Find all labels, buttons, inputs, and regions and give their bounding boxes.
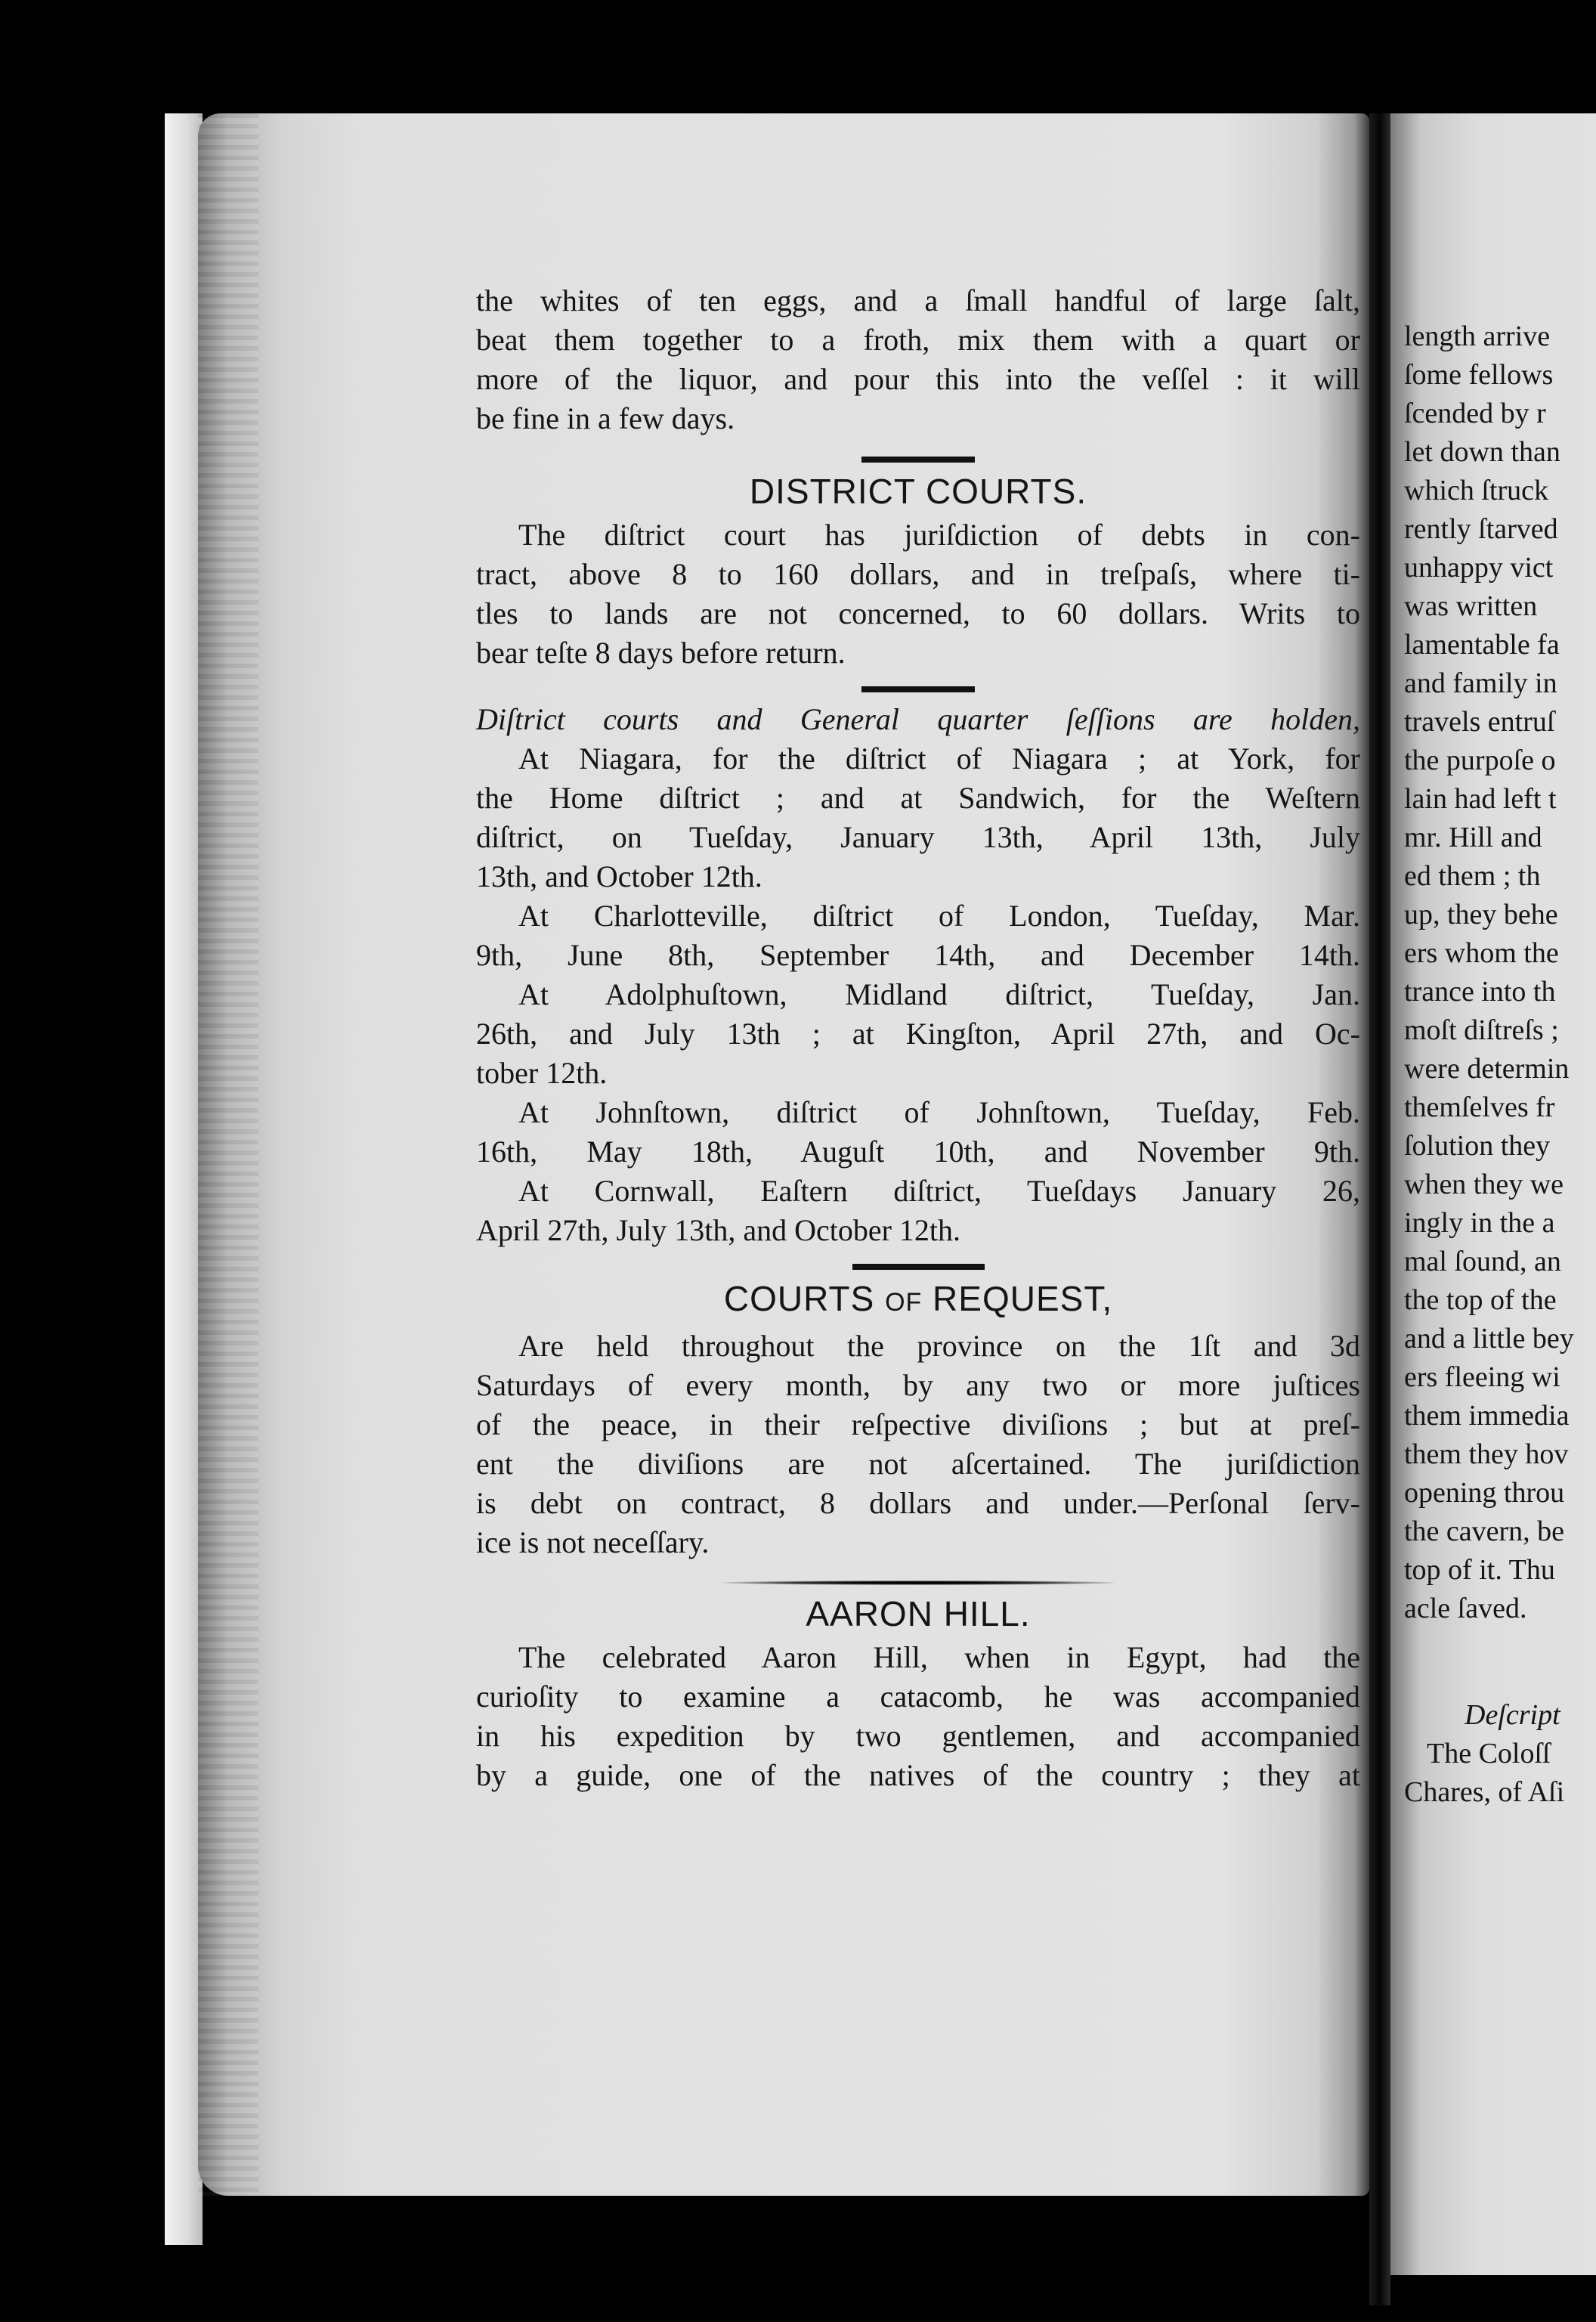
sessions-line: At Johnſtown, diſtrict of Johnſtown, Tueſday, Feb. [518, 1095, 1360, 1129]
right-line: ſolution they [1404, 1130, 1551, 1162]
right-line: themſelves fr [1404, 1091, 1555, 1123]
spacer [1404, 1628, 1596, 1696]
aaron-hill-line: The celebrated Aaron Hill, when in Egypt, had the [518, 1640, 1360, 1674]
book-gutter [1369, 113, 1390, 2305]
sessions-line: 26th, and July 13th ; at Kingſton, April 27th, and Oc- [476, 1017, 1360, 1051]
ornamental-divider [722, 1581, 1115, 1585]
left-page-text [476, 281, 1360, 1795]
right-line: acle ſaved. [1404, 1593, 1527, 1624]
courts-request-line: is debt on contract, 8 dollars and under.—Perſonal ſerv- [476, 1486, 1360, 1520]
right-line: and family in [1404, 667, 1557, 699]
page-edge-strip [165, 113, 203, 2245]
sessions-line: 9th, June 8th, September 14th, and December 14th. [476, 938, 1360, 972]
district-courts-line: tract, above 8 to 160 dollars, and in treſpaſs, where ti- [476, 557, 1360, 591]
intro-line: the whites of ten eggs, and a ſmall handful of large ſalt, [476, 283, 1360, 317]
right-line: lain had left t [1404, 783, 1557, 815]
heading-part: REQUEST, [922, 1279, 1113, 1318]
intro-line: more of the liquor, and pour this into the veſſel : it will [476, 362, 1360, 396]
right-line: was written [1404, 590, 1538, 622]
section-divider [861, 457, 975, 463]
scan-background [0, 0, 1596, 113]
aaron-hill-line: curioſity to examine a catacomb, he was accompanied [476, 1680, 1360, 1714]
right-line: the top of the [1404, 1284, 1557, 1316]
right-line: them immedia [1404, 1400, 1570, 1432]
aaron-hill-line: in his expedition by two gentlemen, and accompanied [476, 1719, 1360, 1753]
right-line: mal ſound, an [1404, 1246, 1561, 1277]
right-line: which ſtruck [1404, 475, 1549, 506]
sessions-line: diſtrict, on Tueſday, January 13th, April 13th, July [476, 820, 1360, 854]
right-line: ers fleeing wi [1404, 1361, 1560, 1393]
right-line: and a little bey [1404, 1323, 1574, 1354]
right-line: top of it. Thu [1404, 1554, 1555, 1586]
section-divider [861, 686, 975, 692]
intro-line: be fine in a few days. [476, 401, 735, 435]
right-line: moſt diſtreſs ; [1404, 1014, 1559, 1046]
right-line: ſcended by r [1404, 398, 1546, 429]
quarter-sessions-subheading: Diſtrict courts and General quarter ſeſſions are holden, [476, 702, 1360, 736]
heading-part: OF [885, 1288, 923, 1317]
right-line: lamentable fa [1404, 629, 1560, 661]
intro-line: beat them together to a froth, mix them with a quart or [476, 323, 1360, 357]
right-line: Chares, of Aſi [1404, 1776, 1565, 1808]
sessions-line: At Adolphuſtown, Midland diſtrict, Tueſday, Jan. [518, 977, 1360, 1011]
right-line: up, they behe [1404, 899, 1558, 930]
right-line: them they hov [1404, 1438, 1569, 1470]
sessions-line: At Cornwall, Eaſtern diſtrict, Tueſdays January 26, [518, 1174, 1360, 1208]
description-heading: Deſcript [1465, 1699, 1560, 1731]
right-line: ſome fellows [1404, 359, 1554, 391]
courts-request-line: Are held throughout the province on the 1ſt and 3d [518, 1329, 1360, 1363]
right-line: let down than [1404, 436, 1560, 468]
sessions-line: 13th, and October 12th. [476, 859, 762, 893]
section-divider [852, 1264, 985, 1270]
right-line: ingly in the a [1404, 1207, 1555, 1239]
right-line: when they we [1404, 1169, 1564, 1200]
right-line: were determin [1404, 1053, 1570, 1085]
right-line: unhappy vict [1404, 552, 1554, 584]
right-line: opening throu [1404, 1477, 1565, 1509]
aaron-hill-heading: AARON HILL. [806, 1594, 1031, 1633]
courts-request-line: ice is not neceſſary. [476, 1525, 710, 1559]
right-line: rently ſtarved [1404, 513, 1558, 545]
sessions-line: the Home diſtrict ; and at Sandwich, for the Weſtern [476, 781, 1360, 815]
courts-request-line: ent the diviſions are not aſcertained. The juriſdiction [476, 1447, 1360, 1481]
right-line: mr. Hill and [1404, 822, 1542, 853]
right-line: length arrive [1404, 320, 1551, 352]
sessions-line: At Charlotteville, diſtrict of London, Tueſday, Mar. [518, 899, 1360, 933]
right-line: ed them ; th [1404, 860, 1541, 892]
right-line: the cavern, be [1404, 1515, 1565, 1547]
sessions-line: 16th, May 18th, Auguſt 10th, and November 9th. [476, 1135, 1360, 1169]
sessions-line: At Niagara, for the diſtrict of Niagara ; at York, for [518, 741, 1360, 776]
sessions-line: tober 12th. [476, 1056, 608, 1090]
district-courts-line: bear teſte 8 days before return. [476, 636, 846, 670]
district-courts-line: tles to lands are not concerned, to 60 dollars. Writs to [476, 596, 1360, 630]
courts-request-line: of the peace, in their reſpective diviſions ; but at preſ- [476, 1407, 1360, 1441]
right-line: ers whom the [1404, 937, 1559, 969]
right-page-text [1404, 317, 1596, 1812]
right-line: travels entruſ [1404, 706, 1555, 738]
district-courts-heading: DISTRICT COURTS. [749, 472, 1087, 511]
district-courts-line: The diſtrict court has juriſdiction of debts in con- [518, 518, 1360, 552]
right-line: trance into th [1404, 976, 1556, 1008]
courts-request-line: Saturdays of every month, by any two or more juſtices [476, 1368, 1360, 1402]
courts-of-request-heading [476, 1277, 1360, 1324]
right-line: The Coloſſ [1427, 1738, 1551, 1769]
right-line: the purpoſe o [1404, 745, 1556, 776]
heading-part: COURTS [723, 1279, 886, 1318]
sessions-line: April 27th, July 13th, and October 12th. [476, 1213, 961, 1247]
aaron-hill-line: by a guide, one of the natives of the country ; they at [476, 1758, 1360, 1792]
